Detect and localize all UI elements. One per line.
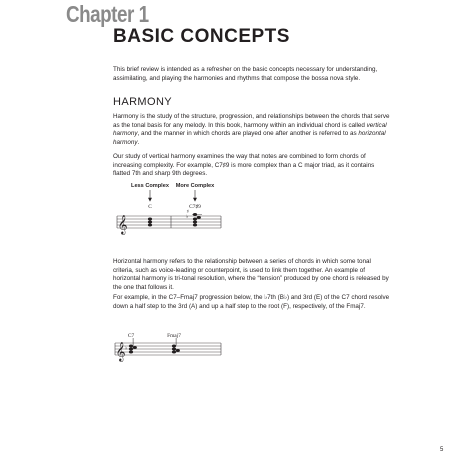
resolution-notation	[113, 330, 225, 360]
intro-paragraph: This brief review is intended as a refresher on the basic concepts necessary for understanding, assimilating, and playing the harmonies and rhythms that compose the bossa nova style.	[113, 66, 378, 82]
term-horizontal-harmony: horizontal harmony	[113, 130, 386, 146]
c7-notes	[129, 338, 137, 354]
c7sharp9-notes	[192, 213, 202, 227]
complexity-notation	[113, 180, 233, 238]
resolution-figure	[113, 330, 225, 360]
chapter-label: Chapter 1	[66, 1, 149, 27]
page-number: 5	[440, 447, 444, 453]
harmony-paragraph-1	[113, 113, 391, 147]
chord-symbol-c7sharp9: C7♯9	[189, 204, 201, 210]
harmony-p1-text-b: , and the manner in which chords are played one after another is referred to as	[137, 130, 359, 138]
c-triad-notes	[148, 218, 152, 227]
harmony-paragraph-2: Our study of vertical harmony examines the way that notes are combined to form chords of increasing complexity. For example, C7♯9 is more complex than a C major triad, as it contains flatted 7th and sharp 9th degrees.	[113, 153, 375, 178]
chord-symbol-c7: C7	[127, 333, 135, 339]
section-heading: HARMONY	[113, 96, 173, 108]
complexity-figure	[113, 180, 233, 238]
flat-accidental-icon: ♭	[186, 214, 189, 220]
chord-symbol-c: C	[148, 204, 152, 210]
treble-clef-icon: 𝄞	[117, 215, 128, 235]
harmony-paragraph-3: Horizontal harmony refers to the relationship between a series of chords in which some tonal criteria, such as voice-leading or counterpoint, is used to link them together. An example of horizontal harmony is tri-tonal resolution, where the “tension” produced by one chord is released by the one that follows it.	[113, 258, 389, 291]
treble-clef-icon: 𝄞	[115, 342, 126, 362]
harmony-paragraph-4: For example, in the C7–Fmaj7 progression below, the ♭7th (B♭) and 3rd (E) of the C7 chord resolve down a half step to the 3rd (A) and up a half step to the root (F), respectively, of the Fmaj7.	[113, 294, 390, 310]
fmaj7-notes	[172, 338, 180, 354]
arrow-less	[149, 190, 152, 201]
flat-accidental-icon: ♭	[125, 345, 128, 352]
staff-lines	[117, 216, 221, 228]
harmony-p1-text-a: Harmony is the study of the structure, progression, and relationships between the chords that serve as the tonal basis for any melody. In this book, harmony within an individual chord is called	[113, 113, 390, 129]
label-less-complex: Less Complex	[131, 183, 169, 189]
chord-symbol-fmaj7: Fmaj7	[167, 333, 181, 339]
arrow-more	[194, 190, 197, 201]
harmony-p1-text-c: .	[137, 138, 140, 146]
page-title: BASIC CONCEPTS	[113, 26, 290, 47]
sharp-accidental-icon: ♯	[186, 209, 189, 215]
term-vertical-harmony: vertical harmony	[113, 121, 387, 138]
label-more-complex: More Complex	[175, 183, 215, 189]
